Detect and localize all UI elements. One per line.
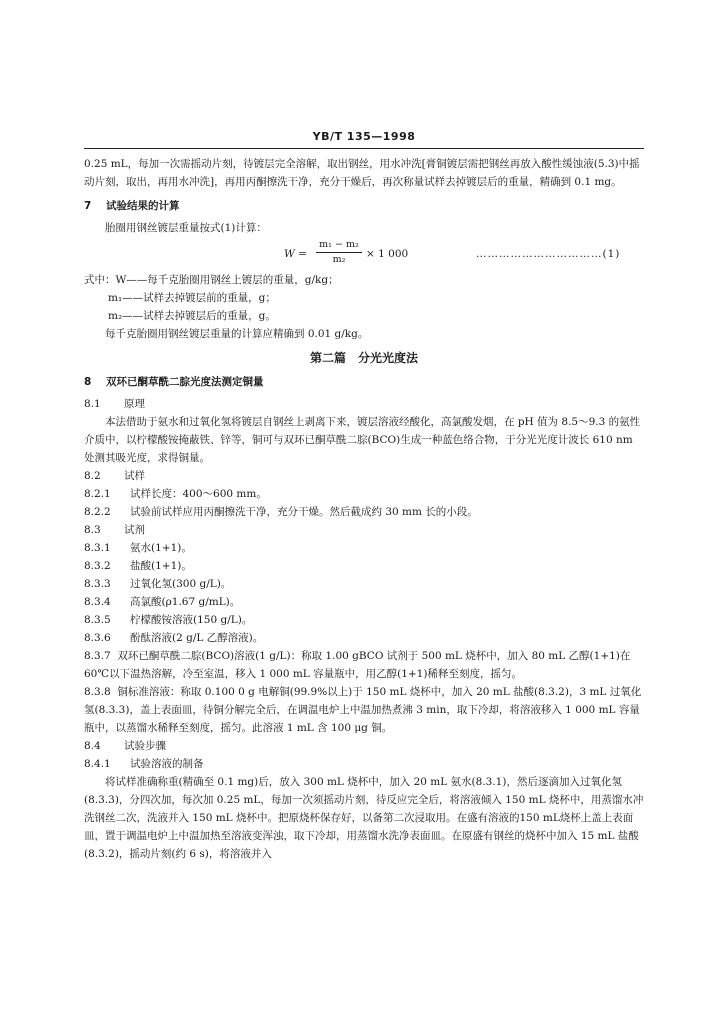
subsection-8-2 bbox=[84, 467, 644, 485]
formula-fraction bbox=[316, 239, 362, 266]
variable-definitions bbox=[84, 271, 644, 325]
reagent-text: 酚酞溶液(2 g/L 乙醇溶液)。 bbox=[130, 632, 264, 644]
principle-paragraph: 本法借助于氨水和过氧化氢将镀层自钢丝上剥离下来，镀层溶液经酸化，高氯酸发烟，在 pH 值为 8.5～9.3 的氨性介质中，以柠檬酸铵掩蔽铁、锌等，铜可与双环已酮草酰二腙(BCO)生成一种蓝色络合物，于分光光度计波长 610 nm 处测其吸光度，求得铜量。 bbox=[84, 416, 641, 464]
subsection-8-3 bbox=[84, 521, 644, 539]
procedure-paragraph: 将试样准确称重(精确至 0.1 mg)后，放入 300 mL 烧杯中，加入 20 mL 氨水(8.3.1)，然后逐滴加入过氧化氢(8.3.3)，分四次加，每次加 0.25 mL，每加一次须摇动片刻，待反应完全后，将溶液倾入 150 mL 烧杯中，用蒸馏水冲洗钢丝二次，洗液并入 150 mL 烧杯中。把原烧杯保存好，以备第二次浸取用。在盛有溶液的150 mL烧杯上盖上表面皿，置于调温电炉上中温加热至溶液变浑浊，取下冷却，用蒸馏水洗净表面皿。在原盛有钢丝的烧杯中加入 15 mL 盐酸(8.3.2)，摇动片刻(约 6 s)，将溶液并入 bbox=[84, 776, 644, 860]
subsection-number: 8.3 bbox=[84, 524, 101, 536]
reagent-text: 高氯酸(ρ1.67 g/mL)。 bbox=[130, 596, 241, 608]
section-number: 7 bbox=[84, 200, 92, 212]
header-rule bbox=[84, 148, 644, 149]
formula-denominator: m₂ bbox=[332, 254, 346, 265]
clause-number: 8.2.1 bbox=[84, 488, 111, 500]
reagent-item bbox=[84, 557, 644, 575]
clause-text: 试样长度：400～600 mm。 bbox=[130, 488, 267, 500]
reagent-text: 盐酸(1+1)。 bbox=[130, 560, 192, 572]
clause-8-2-2 bbox=[84, 503, 644, 521]
formula-numerator: m₁ − m₂ bbox=[319, 239, 359, 250]
clause-8-3-7 bbox=[84, 647, 644, 683]
reagent-number: 8.3.6 bbox=[84, 632, 111, 644]
reagent-item bbox=[84, 539, 644, 557]
reagent-number: 8.3.2 bbox=[84, 560, 111, 572]
clause-number: 8.3.7 bbox=[84, 650, 111, 662]
clause-number: 8.2.2 bbox=[84, 506, 111, 518]
subsection-title: 试验步骤 bbox=[124, 740, 166, 752]
intro-paragraph: 0.25 mL，每加一次需摇动片刻，待镀层完全溶解，取出钢丝，用水冲洗[膏铜镀层需把钢丝再放入酸性缓蚀液(5.3)中摇动片刻，取出，再用水冲洗]，再用丙酮擦洗干净，充分干燥后，再次称量试样去掉镀层后的重量，精确到 0.1 mg。 bbox=[84, 158, 640, 188]
section-7-heading bbox=[84, 197, 644, 215]
calc-intro: 胎圈用钢丝镀层重量按式(1)计算： bbox=[105, 222, 267, 234]
reagent-number: 8.3.5 bbox=[84, 614, 111, 626]
reagent-text: 柠檬酸铵溶液(150 g/L)。 bbox=[130, 614, 253, 626]
def-m2: m₂——试样去掉镀层后的重量，g。 bbox=[108, 310, 276, 322]
reagent-item bbox=[84, 611, 644, 629]
reagent-text: 过氧化氢(300 g/L)。 bbox=[130, 578, 232, 590]
section-title: 试验结果的计算 bbox=[106, 200, 180, 212]
precision-note: 每千克胎圈用钢丝镀层重量的计算应精确到 0.01 g/kg。 bbox=[105, 328, 369, 340]
reagent-number: 8.3.3 bbox=[84, 578, 111, 590]
reagent-number: 8.3.4 bbox=[84, 596, 111, 608]
subsection-title: 试剂 bbox=[124, 524, 145, 536]
reagent-number: 8.3.1 bbox=[84, 542, 111, 554]
clause-number: 8.3.8 bbox=[84, 686, 111, 698]
subsection-number: 8.2 bbox=[84, 470, 101, 482]
reagent-text: 氨水(1+1)。 bbox=[130, 542, 192, 554]
subsection-number: 8.1 bbox=[84, 398, 101, 410]
def-m1: m₁——试样去掉镀层前的重量，g； bbox=[108, 292, 276, 304]
clause-title: 试验溶液的制备 bbox=[130, 758, 204, 770]
equation-number: ……………………………(1) bbox=[476, 248, 621, 260]
subsection-title: 试样 bbox=[124, 470, 145, 482]
clause-number: 8.4.1 bbox=[84, 758, 111, 770]
reagent-item bbox=[84, 629, 644, 647]
clause-text: 双环已酮草酰二腙(BCO)溶液(1 g/L)：称取 1.00 gBCO 试剂于 500 mL 烧杯中，加入 80 mL 乙醇(1+1)在 60℃以下温热溶解，冷至室温，移入 1 000 mL 容量瓶中，用乙醇(1+1)稀释至刻度，摇匀。 bbox=[84, 650, 631, 680]
subsection-8-4 bbox=[84, 737, 644, 755]
reagent-item bbox=[84, 593, 644, 611]
subsection-8-1 bbox=[84, 395, 644, 413]
clause-text: 铜标准溶液：称取 0.100 0 g 电解铜(99.9%以上)于 150 mL 烧杯中，加入 20 mL 盐酸(8.3.2)，3 mL 过氧化氢(8.3.3)，盖上表面皿，待铜分解完全后，在调温电炉上中温加热煮沸 3 min，取下冷却，将溶液移入 1 000 mL 容量瓶中，以蒸馏水稀释至刻度，摇匀。此溶液 1 mL 含 100 μg 铜。 bbox=[84, 686, 642, 734]
formula-multiplier: × 1 000 bbox=[366, 248, 409, 260]
def-w: 式中：W——每千克胎圈用钢丝上镀层的重量，g/kg； bbox=[84, 274, 339, 286]
formula-1 bbox=[84, 239, 644, 267]
fraction-bar bbox=[316, 252, 362, 253]
part-2-title: 第二篇 分光光度法 bbox=[309, 351, 418, 365]
clause-text: 试验前试样应用丙酮擦洗干净，充分干燥。然后截成约 30 mm 长的小段。 bbox=[130, 506, 478, 518]
clause-8-2-1 bbox=[84, 485, 644, 503]
page-header: YB/T 135—1998 bbox=[312, 130, 416, 143]
clause-8-3-8 bbox=[84, 683, 644, 737]
clause-8-4-1 bbox=[84, 755, 644, 773]
subsection-title: 原理 bbox=[124, 398, 145, 410]
reagent-item bbox=[84, 575, 644, 593]
section-number: 8 bbox=[84, 376, 92, 388]
document-page bbox=[84, 128, 644, 863]
formula-lhs: W = bbox=[284, 248, 307, 260]
section-8-heading bbox=[84, 373, 644, 391]
subsection-number: 8.4 bbox=[84, 740, 101, 752]
section-title: 双环已酮草酰二腙光度法测定铜量 bbox=[106, 376, 264, 388]
